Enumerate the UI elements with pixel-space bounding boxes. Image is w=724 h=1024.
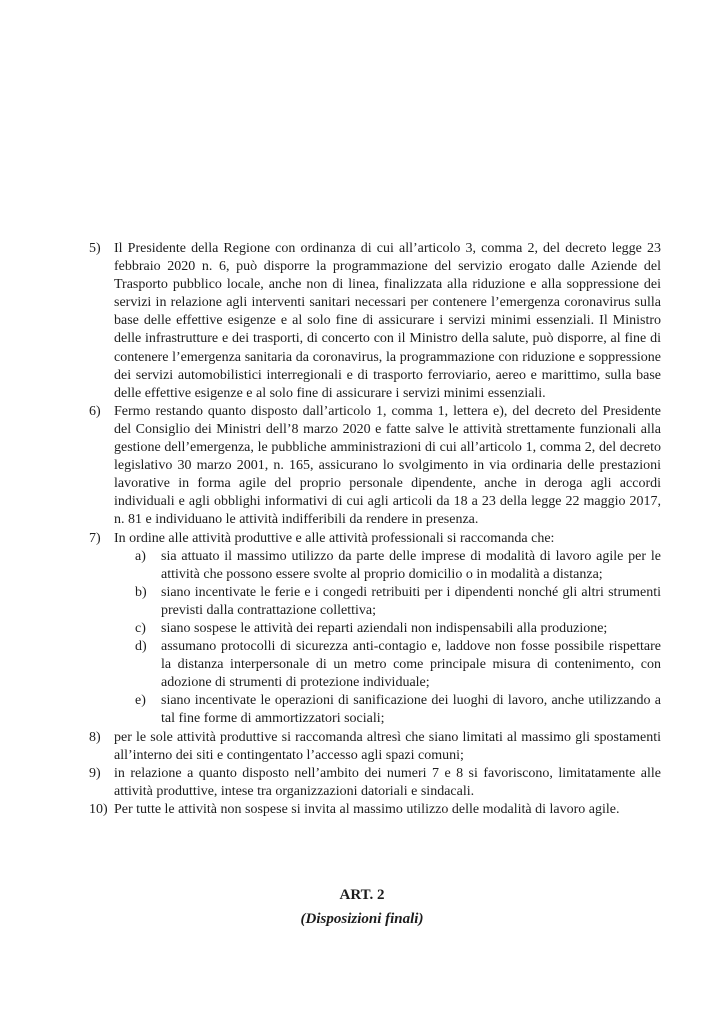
clause-text: Il Presidente della Regione con ordinanza di cui all’articolo 3, comma 2, del decreto legge 23 febbraio 2020 n. 6, può disporre la programmazione del servizio erogato dalle Aziende del Trasporto pubblico locale, anche non di linea, finalizzata alla riduzione e alla soppressione dei servizi in relazione agli interventi sanitari necessari per contenere l’emergenza coronavirus sulla base delle effettive esigenze e al solo fine di assicurare i servizi minimi essenziali. Il Ministro delle infrastrutture e dei trasporti, di concerto con il Ministro della salute, può disporre, al fine di contenere l’emergenza sanitaria da coronavirus, la programmazione con riduzione e soppressione dei servizi automobilistici interregionali e di trasporto ferroviario, aereo e marittimo, sulla base delle effettive esigenze e al solo fine di assicurare i servizi minimi essenziali. <box>114 241 661 401</box>
clause-text: In ordine alle attività produttive e alle attività professionali si raccomanda che: <box>114 530 555 546</box>
subclause-letter: d) <box>135 639 147 655</box>
subclause-text: siano sospese le attività dei reparti aziendali non indispensabili alla produzione; <box>161 620 608 636</box>
clause-text: Fermo restando quanto disposto dall’articolo 1, comma 1, lettera e), del decreto del Presidente del Consiglio dei Ministri dell’8 marzo 2020 e fatte salve le attività strettamente funzionali alla gestione dell’emergenza, le pubbliche amministrazioni di cui all’articolo 1, comma 2, del decreto legislativo 30 marzo 2001, n. 165, assicurano lo svolgimento in via ordinaria delle prestazioni lavorative in forma agile del proprio personale dipendente, anche in deroga agli accordi individuali e agli obblighi informativi di cui agli articoli da 18 a 23 della legge 22 maggio 2017, n. 81 e individuano le attività indifferibili da rendere in presenza. <box>114 403 661 528</box>
subclause-list <box>135 548 661 729</box>
subclause-text: sia attuato il massimo utilizzo da parte delle imprese di modalità di lavoro agile per le attività che possono essere svolte al proprio domicilio o in modalità a distanza; <box>161 548 661 582</box>
clause-text: in relazione a quanto disposto nell’ambito dei numeri 7 e 8 si favoriscono, limitatamente alle attività produttive, intese tra organizzazioni datoriali e sindacali. <box>114 765 661 799</box>
subclause-letter: c) <box>135 620 146 636</box>
subclause-text: siano incentivate le operazioni di sanificazione dei luoghi di lavoro, anche utilizzando a tal fine forme di ammortizzatori sociali; <box>161 693 661 727</box>
subclause-letter: b) <box>135 584 147 600</box>
subclause-text: assumano protocolli di sicurezza anti-contagio e, laddove non fosse possibile rispettare la distanza interpersonale di un metro come principale misura di contenimento, con adozione di strumenti di protezione individuale; <box>161 639 661 691</box>
clause-number: 8) <box>89 729 101 745</box>
clause-text: Per tutte le attività non sospese si invita al massimo utilizzo delle modalità di lavoro agile. <box>114 801 620 817</box>
clause-number: 5) <box>89 241 101 256</box>
subclause-b <box>135 584 661 620</box>
article-subtitle: (Disposizioni finali) <box>300 911 424 927</box>
clause-number: 6) <box>89 403 101 419</box>
clause-number: 7) <box>89 530 101 546</box>
article-heading <box>0 886 724 928</box>
clause-number: 9) <box>89 765 101 781</box>
clause-5 <box>89 240 661 403</box>
article-title: ART. 2 <box>339 887 385 903</box>
clause-6 <box>89 403 661 530</box>
subclause-letter: e) <box>135 693 146 709</box>
clause-8 <box>89 729 661 765</box>
clause-9 <box>89 765 661 801</box>
subclause-a <box>135 548 661 584</box>
subclause-d <box>135 638 661 692</box>
clause-list <box>89 240 661 819</box>
subclause-letter: a) <box>135 548 146 564</box>
clause-number: 10) <box>89 801 108 817</box>
clause-text: per le sole attività produttive si raccomanda altresì che siano limitati al massimo gli spostamenti all’interno dei siti e contingentato l’accesso agli spazi comuni; <box>114 729 661 763</box>
subclause-text: siano incentivate le ferie e i congedi retribuiti per i dipendenti nonché gli altri strumenti previsti dalla contrattazione collettiva; <box>161 584 661 618</box>
subclause-e <box>135 692 661 728</box>
clause-7 <box>89 530 661 729</box>
clause-10 <box>89 801 661 819</box>
clause-list-block <box>89 240 661 819</box>
subclause-c <box>135 620 661 638</box>
